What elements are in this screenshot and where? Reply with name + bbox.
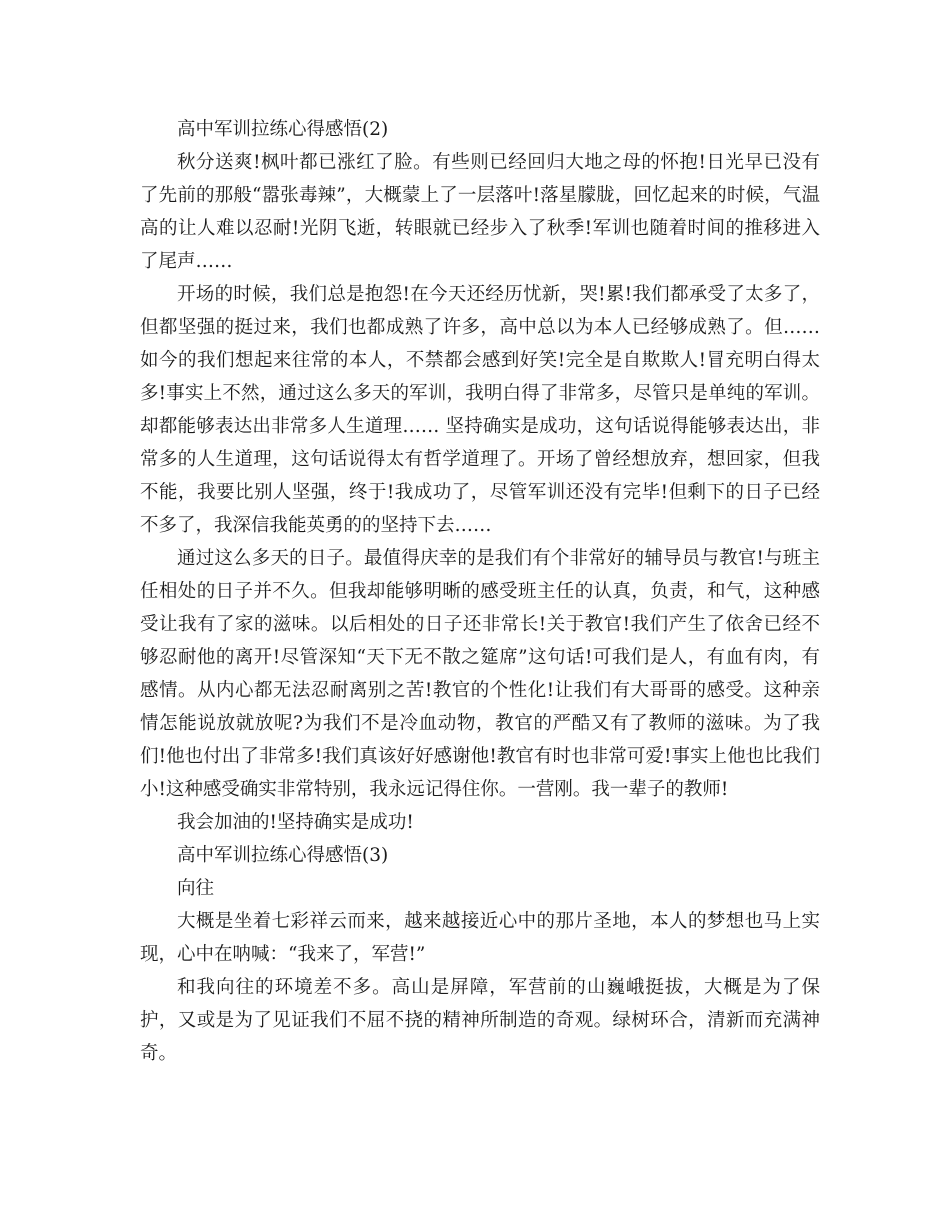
paragraph: 通过这么多天的日子。最值得庆幸的是我们有个非常好的辅导员与教官!与班主任相处的日子并不久。但我却能够明晰的感受班主任的认真，负责，和气，这种感受让我有了家的滋味。以后相处的日子还非常长!关于教官!我们产生了依舍已经不够忍耐他的离开!尽管深知“天下无不散之筵席”这句话!可我们是人，有血有肉，有感情。从内心都无法忍耐离别之苦!教官的个性化!让我们有大哥哥的感受。这种亲情怎能说放就放呢?为我们不是冷血动物，教官的严酷又有了教师的滋味。为了我们!他也付出了非常多!我们真该好好感谢他!教官有时也非常可爱!事实上他也比我们小!这种感受确实非常特别，我永远记得住你。一营刚。我一辈子的教师! — [140, 548, 820, 800]
paragraph: 我会加油的!坚持确实是成功! — [177, 812, 414, 833]
subheading: 向往 — [177, 878, 215, 899]
paragraph: 和我向往的环境差不多。高山是屏障，军营前的山巍峨挺拔，大概是为了保护，又或是为了见证我们不屈不挠的精神所制造的奇观。绿树环合，清新而充满神奇。 — [140, 977, 820, 1064]
section-heading: 高中军训拉练心得感悟(2) — [177, 119, 389, 140]
paragraph: 开场的时候，我们总是抱怨!在今天还经历忧新，哭!累!我们都承受了太多了，但都坚强的挺过来，我们也都成熟了许多，高中总以为本人已经够成熟了。但……如今的我们想起来往常的本人，不禁都会感到好笑!完全是自欺欺人!冒充明白得太多!事实上不然，通过这么多天的军训，我明白得了非常多，尽管只是单纯的军训。却都能够表达出非常多人生道理…… 坚持确实是成功，这句话说得能够表达出，非常多的人生道理，这句话说得太有哲学道理了。开场了曾经想放弃，想回家，但我不能，我要比别人坚强，终于!我成功了，尽管军训还没有完毕!但剩下的日子已经不多了，我深信我能英勇的的坚持下去…… — [140, 284, 820, 536]
paragraph: 秋分送爽!枫叶都已涨红了脸。有些则已经回归大地之母的怀抱!日光早已没有了先前的那般“嚣张毒辣”，大概蒙上了一层落叶!落星朦胧，回忆起来的时候，气温高的让人难以忍耐!光阴飞逝，转眼就已经步入了秋季!军训也随着时间的推移进入了尾声…… — [140, 152, 820, 272]
section-heading: 高中军训拉练心得感悟(3) — [177, 845, 389, 866]
paragraph: 大概是坐着七彩祥云而来，越来越接近心中的那片圣地，本人的梦想也马上实现，心中在呐喊：“我来了，军营!” — [140, 911, 820, 965]
document-body — [140, 113, 820, 1070]
